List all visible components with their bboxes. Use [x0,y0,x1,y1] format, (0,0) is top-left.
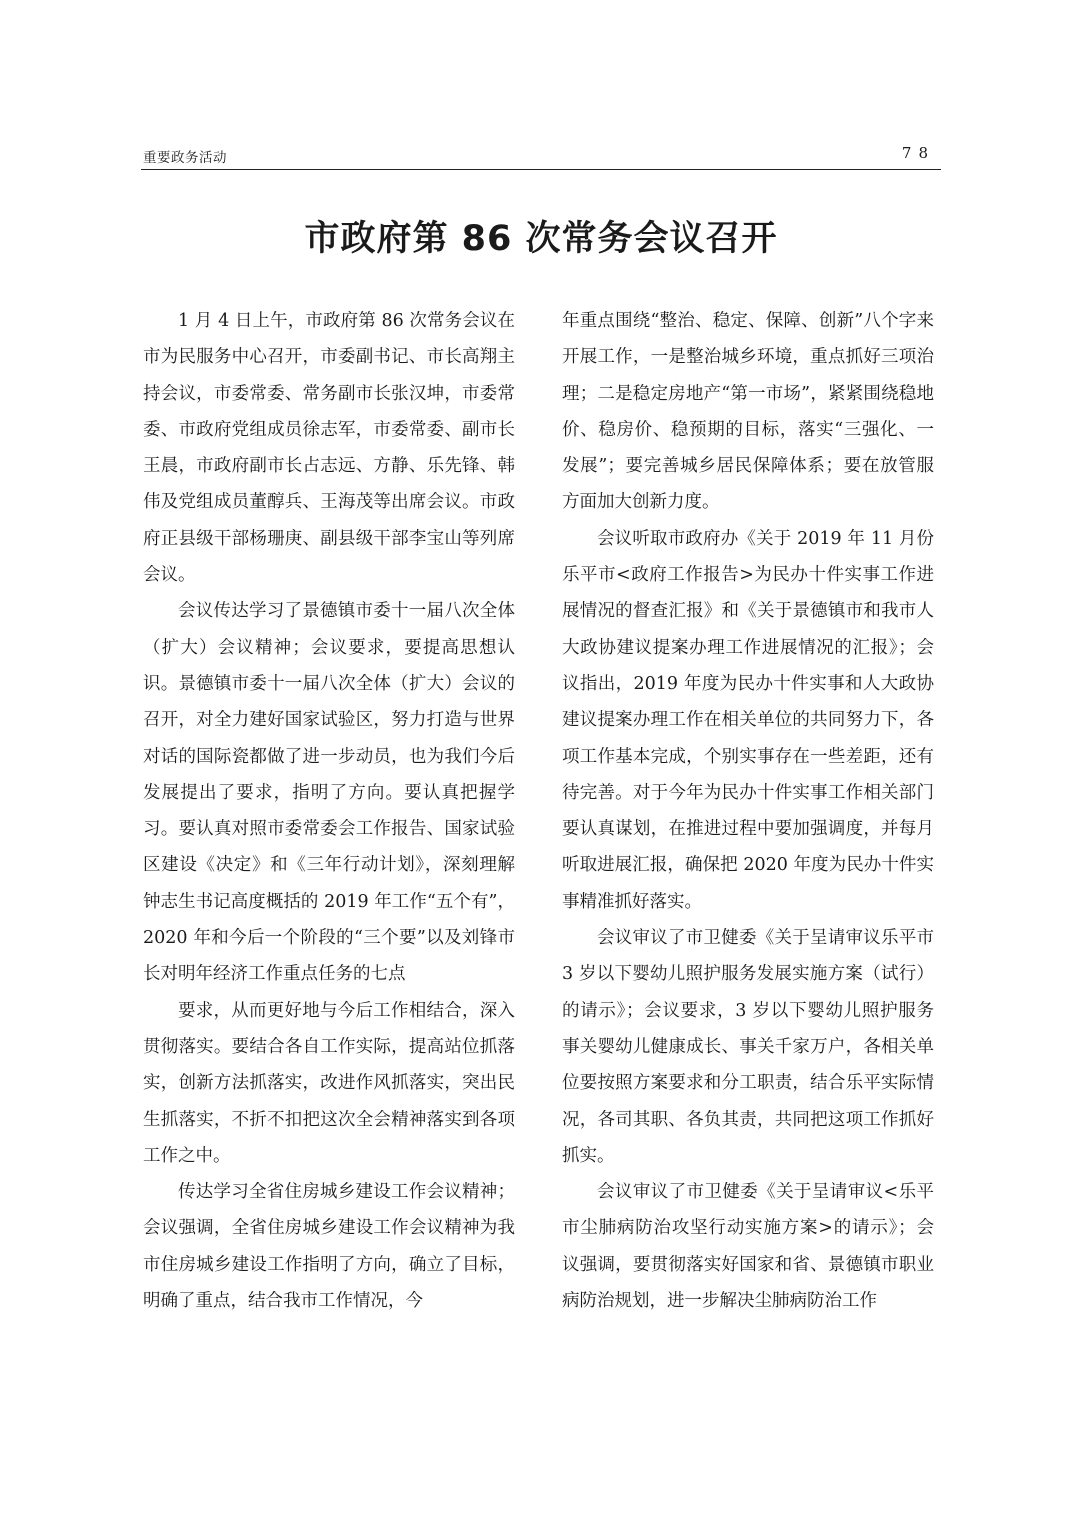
paragraph: 会议审议了市卫健委《关于呈请审议<乐平市尘肺病防治攻坚行动实施方案>的请示》；会议强调，要贯彻落实好国家和省、景德镇市职业病防治规划，进一步解决尘肺病防治工作 [562,1182,934,1312]
running-header [141,143,941,170]
paragraph: 要求，从而更好地与今后工作相结合，深入贯彻落实。要结合各自工作实际，提高站位抓落实，创新方法抓落实，改进作风抓落实，突出民生抓落实，不折不扣把这次全会精神落实到各项工作之中。 [143,1000,515,1166]
paragraph: 会议听取市政府办《关于 2019 年 11 月份乐平市<政府工作报告>为民办十件实事工作进展情况的督查汇报》和《关于景德镇市和我市人大政协建议提案办理工作进展情况的汇报》；会议指出，2019 年度为民办十件实事和人大政协建议提案办理工作在相关单位的共同努力下，各项工作基本完成，个别实事存在一些差距，还有待完善。对于今年为民办十件实事工作相关部门要认真谋划，在推进过程中要加强调度，并每月听取进展汇报，确保把 2020 年度为民办十件实事精准抓好落实。 [562,528,934,912]
paragraph: 年重点围绕“整治、稳定、保障、创新”八个字来开展工作，一是整治城乡环境，重点抓好三项治理；二是稳定房地产“第一市场”，紧紧围绕稳地价、稳房价、稳预期的目标，落实“三强化、一发展”；要完善城乡居民保障体系；要在放管服方面加大创新力度。 [562,311,934,513]
section-label: 重要政务活动 [143,150,227,166]
left-column [143,303,515,1319]
right-column [562,303,934,1319]
paragraph: 会议审议了市卫健委《关于呈请审议乐平市 3 岁以下婴幼儿照护服务发展实施方案（试行）的请示》；会议要求，3 岁以下婴幼儿照护服务事关婴幼儿健康成长、事关千家万户，各相关单位要按照方案要求和分工职责，结合乐平实际情况，各司其职、各负其责，共同把这项工作抓好抓实。 [562,928,934,1166]
paragraph: 1 月 4 日上午，市政府第 86 次常务会议在市为民服务中心召开，市委副书记、市长高翔主持会议，市委常委、常务副市长张汉坤，市委常委、市政府党组成员徐志军，市委常委、副市长王晨，市政府副市长占志远、方静、乐先锋、韩伟及党组成员董醇兵、王海茂等出席会议。市政府正县级干部杨珊庚、副县级干部李宝山等列席会议。 [143,311,515,586]
article-title: 市政府第 86 次常务会议召开 [304,219,778,259]
paragraph: 传达学习全省住房城乡建设工作会议精神；会议强调，全省住房城乡建设工作会议精神为我市住房城乡建设工作指明了方向，确立了目标，明确了重点，结合我市工作情况，今 [143,1182,515,1312]
paragraph: 会议传达学习了景德镇市委十一届八次全体（扩大）会议精神；会议要求，要提高思想认识。景德镇市委十一届八次全体（扩大）会议的召开，对全力建好国家试验区，努力打造与世界对话的国际瓷都做了进一步动员，也为我们今后发展提出了要求，指明了方向。要认真把握学习。要认真对照市委常委会工作报告、国家试验区建设《决定》和《三年行动计划》，深刻理解钟志生书记高度概括的 2019 年工作“五个有”，2020 年和今后一个阶段的“三个要”以及刘锋市长对明年经济工作重点任务的七点 [143,601,515,985]
page-number: 78 [901,144,935,162]
